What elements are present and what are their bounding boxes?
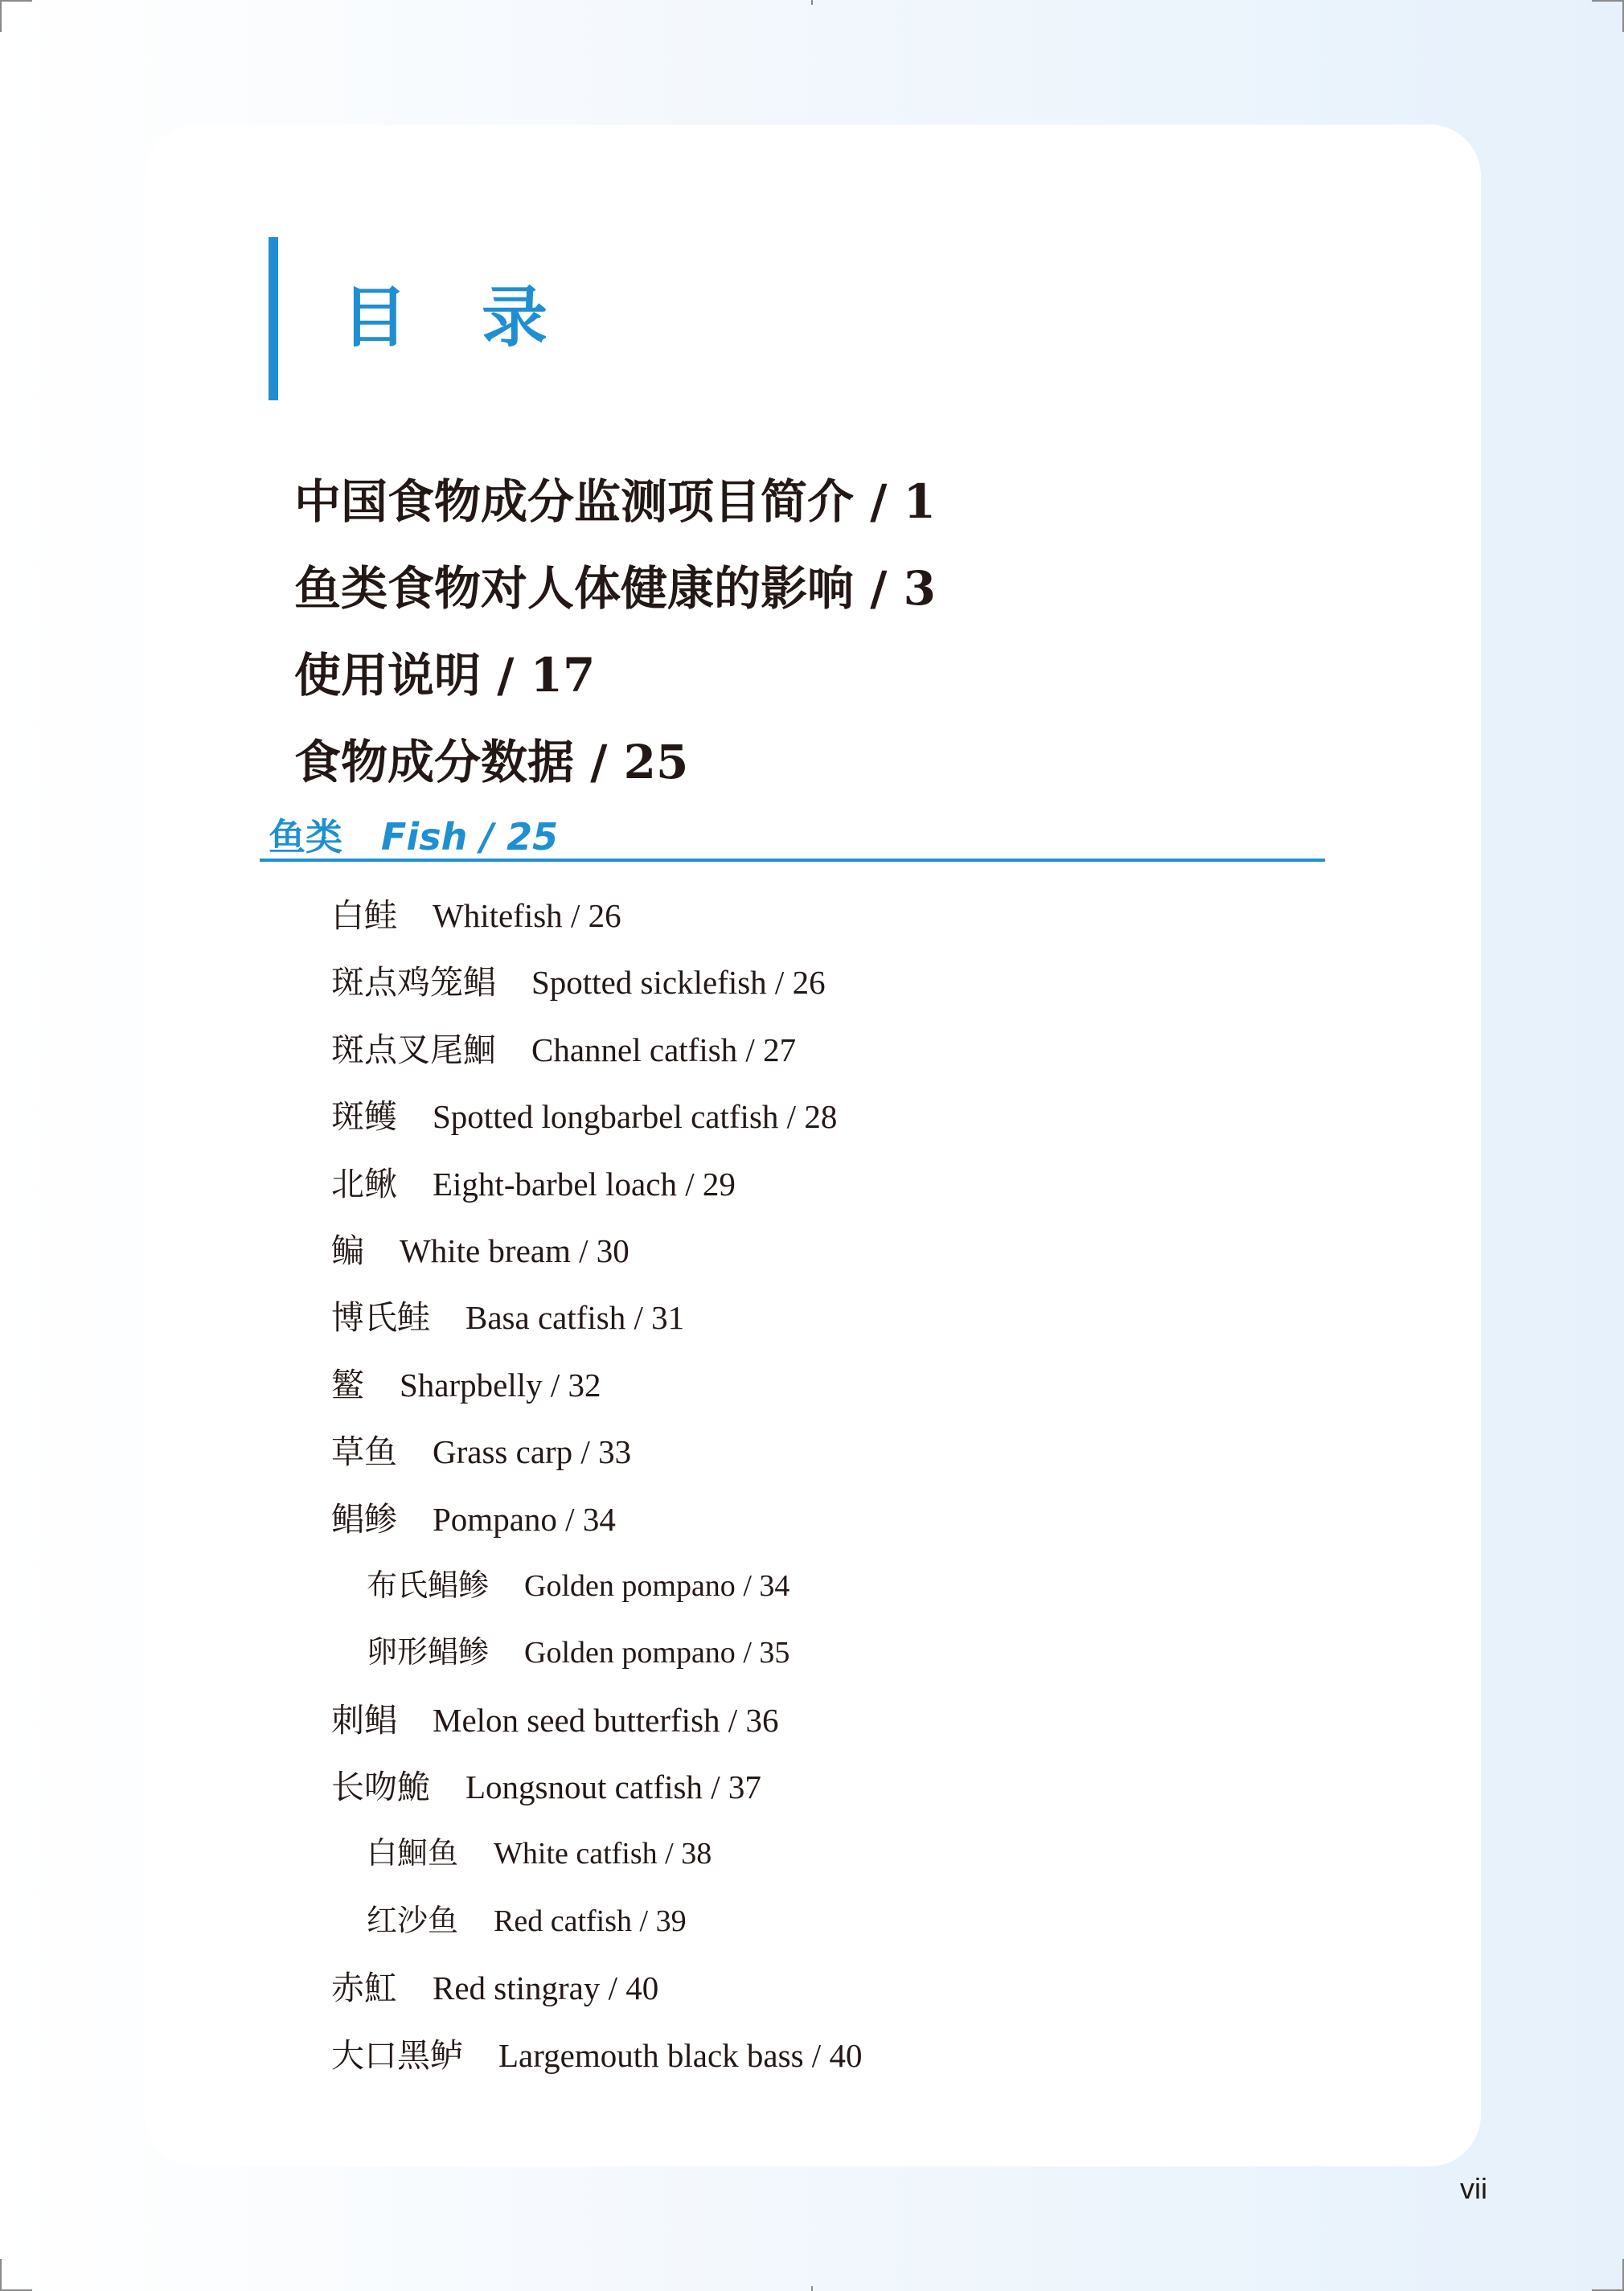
fish-name-zh: 白鮰鱼: [367, 1837, 459, 1871]
trim-mark: [811, 2286, 813, 2291]
toc-fish-entry[interactable]: 斑点鸡笼鲳 Spotted sicklefish / 26: [331, 949, 862, 1016]
fish-name-zh: 卵形鲳鲹: [367, 1636, 490, 1670]
toc-main-entry[interactable]: 食物成分数据 / 25: [294, 735, 689, 789]
fish-page: 34: [582, 1500, 616, 1538]
toc-main-entry[interactable]: 中国食物成分监测项目简介 / 1: [294, 474, 936, 529]
fish-name-zh: 北鳅: [331, 1165, 397, 1203]
fish-name-en: Channel catfish: [531, 1031, 738, 1068]
fish-name-en: Largemouth black bass: [498, 2036, 804, 2074]
fish-name-en: Golden pompano: [524, 1636, 736, 1670]
fish-name-en: Basa catfish: [465, 1299, 626, 1337]
toc-main-label: 中国食物成分监测项目简介: [294, 474, 855, 529]
toc-fish-entry[interactable]: 白鮰鱼 White catfish / 38: [331, 1821, 862, 1887]
fish-page: 37: [728, 1768, 761, 1806]
section-title-en: Fish: [381, 815, 468, 859]
toc-fish-entry[interactable]: 博氏鲑 Basa catfish / 31: [331, 1285, 862, 1351]
page-number: vii: [1460, 2172, 1487, 2205]
toc-fish-entry[interactable]: 白鲑 Whitefish / 26: [331, 883, 862, 949]
fish-page: 39: [655, 1904, 687, 1938]
toc-fish-entry[interactable]: 斑点叉尾鮰 Channel catfish / 27: [331, 1017, 862, 1084]
toc-main-label: 食物成分数据: [294, 735, 575, 789]
fish-name-zh: 大口黑鲈: [331, 2036, 463, 2074]
fish-name-zh: 博氏鲑: [331, 1299, 430, 1337]
trim-mark: [0, 0, 32, 2]
fish-name-en: Red stingray: [433, 1969, 601, 2007]
fish-name-zh: 斑点叉尾鮰: [331, 1031, 496, 1068]
trim-mark: [1592, 0, 1624, 2]
toc-fish-entry[interactable]: 红沙鱼 Red catfish / 39: [331, 1888, 862, 1955]
fish-name-zh: 鳊: [331, 1232, 364, 1269]
fish-name-zh: 刺鲳: [331, 1701, 397, 1739]
toc-main-label: 鱼类食物对人体健康的影响: [294, 561, 855, 616]
fish-name-zh: 赤魟: [331, 1969, 397, 2007]
trim-mark: [0, 0, 2, 32]
toc-fish-entry[interactable]: 布氏鲳鲹 Golden pompano / 34: [331, 1553, 862, 1620]
section-heading-fish[interactable]: 鱼类 Fish / 25: [269, 815, 559, 859]
fish-name-en: Pompano: [433, 1500, 557, 1538]
toc-fish-entry[interactable]: 大口黑鲈 Largemouth black bass / 40: [331, 2023, 862, 2089]
fish-name-en: Longsnout catfish: [465, 1768, 703, 1806]
fish-name-en: Grass carp: [433, 1433, 573, 1471]
fish-page: 40: [625, 1969, 659, 2007]
fish-name-zh: 草鱼: [331, 1433, 397, 1471]
section-divider: [260, 859, 1325, 862]
fish-name-zh: 长吻鮠: [331, 1768, 430, 1806]
toc-fish-entry[interactable]: 斑鳠 Spotted longbarbel catfish / 28: [331, 1084, 862, 1150]
fish-page: 28: [804, 1098, 838, 1136]
main-toc-list: [294, 458, 936, 805]
fish-page: 30: [596, 1232, 630, 1269]
toc-fish-entry[interactable]: 鳊 White bream / 30: [331, 1218, 862, 1285]
fish-name-en: Spotted sicklefish: [531, 964, 767, 1002]
toc-fish-entry[interactable]: 卵形鲳鲹 Golden pompano / 35: [331, 1620, 862, 1686]
toc-fish-entry[interactable]: 鲳鲹 Pompano / 34: [331, 1486, 862, 1553]
fish-entry-list: [331, 883, 862, 2089]
toc-fish-entry[interactable]: 北鳅 Eight-barbel loach / 29: [331, 1151, 862, 1218]
toc-fish-entry[interactable]: 草鱼 Grass carp / 33: [331, 1419, 862, 1486]
page-title: [342, 265, 547, 359]
fish-name-en: Melon seed butterfish: [433, 1701, 720, 1739]
fish-page: 38: [681, 1837, 712, 1871]
toc-main-page: 3: [903, 561, 936, 616]
fish-page: 29: [702, 1165, 736, 1203]
fish-name-en: White bream: [400, 1232, 571, 1269]
fish-name-zh: 布氏鲳鲹: [367, 1568, 490, 1603]
title-char: 录: [482, 280, 548, 356]
fish-page: 34: [759, 1568, 790, 1603]
section-page: 25: [506, 815, 559, 859]
fish-page: 40: [829, 2036, 863, 2074]
fish-page: 26: [588, 897, 621, 934]
fish-name-en: Sharpbelly: [400, 1366, 543, 1404]
toc-main-page: 17: [530, 648, 596, 703]
fish-name-zh: 斑点鸡笼鲳: [331, 964, 496, 1002]
fish-page: 27: [763, 1031, 797, 1068]
trim-mark: [811, 0, 813, 5]
toc-main-entry[interactable]: 鱼类食物对人体健康的影响 / 3: [294, 561, 936, 616]
fish-name-en: Spotted longbarbel catfish: [433, 1098, 779, 1136]
title-char: 目: [342, 280, 408, 356]
fish-page: 36: [745, 1701, 779, 1739]
title-accent-bar: [269, 237, 278, 400]
toc-main-entry[interactable]: 使用说明 / 17: [294, 648, 596, 703]
fish-page: 33: [598, 1433, 632, 1471]
fish-name-en: Eight-barbel loach: [433, 1165, 677, 1203]
fish-name-zh: 鲳鲹: [331, 1500, 397, 1538]
fish-page: 31: [651, 1299, 685, 1337]
fish-name-en: White catfish: [494, 1837, 658, 1871]
fish-name-en: Red catfish: [494, 1904, 633, 1938]
fish-page: 26: [792, 964, 826, 1002]
fish-name-en: Whitefish: [433, 897, 563, 934]
fish-name-zh: 斑鳠: [331, 1098, 397, 1136]
toc-main-page: 25: [623, 735, 689, 789]
fish-name-zh: 鳘: [331, 1366, 364, 1404]
toc-main-label: 使用说明: [294, 648, 482, 703]
toc-fish-entry[interactable]: 赤魟 Red stingray / 40: [331, 1955, 862, 2022]
section-title-zh: 鱼类: [269, 815, 342, 859]
fish-name-zh: 红沙鱼: [367, 1904, 459, 1938]
toc-fish-entry[interactable]: 鳘 Sharpbelly / 32: [331, 1352, 862, 1419]
fish-page: 32: [568, 1366, 601, 1404]
toc-fish-entry[interactable]: 长吻鮠 Longsnout catfish / 37: [331, 1754, 862, 1821]
trim-mark: [0, 2259, 2, 2291]
toc-main-page: 1: [903, 474, 936, 529]
toc-fish-entry[interactable]: 刺鲳 Melon seed butterfish / 36: [331, 1687, 862, 1754]
fish-page: 35: [759, 1636, 790, 1670]
fish-name-en: Golden pompano: [524, 1568, 736, 1603]
fish-name-zh: 白鲑: [331, 897, 397, 934]
